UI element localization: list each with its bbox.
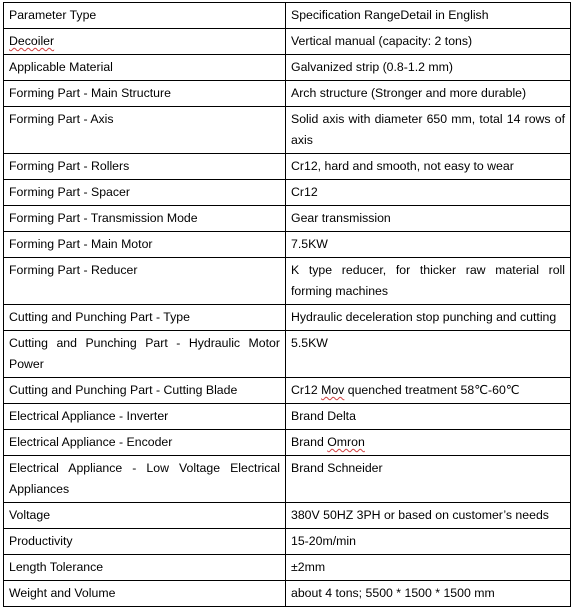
- header-parameter-type: Parameter Type: [4, 3, 286, 29]
- spellcheck-underline: Mov: [321, 383, 345, 397]
- specification-cell: Arch structure (Stronger and more durable): [286, 81, 571, 107]
- parameter-cell: Electrical Appliance - Inverter: [4, 404, 286, 430]
- spellcheck-underline: Omron: [327, 435, 365, 449]
- table-row: [4, 206, 571, 232]
- parameter-cell: Cutting and Punching Part - Type: [4, 305, 286, 331]
- table-row: [4, 29, 571, 55]
- specification-cell: Brand Schneider: [286, 456, 571, 503]
- specification-cell: about 4 tons; 5500 * 1500 * 1500 mm: [286, 581, 571, 607]
- table-row: [4, 154, 571, 180]
- table-row: [4, 555, 571, 581]
- spec-table-body: [4, 3, 571, 607]
- table-row: [4, 378, 571, 404]
- specification-cell: Vertical manual (capacity: 2 tons): [286, 29, 571, 55]
- spellcheck-underline: Decoiler: [9, 34, 55, 48]
- specification-cell: Brand Omron: [286, 430, 571, 456]
- specification-cell: 380V 50HZ 3PH or based on customer’s needs: [286, 503, 571, 529]
- parameter-cell: Forming Part - Reducer: [4, 258, 286, 305]
- specification-cell: Brand Delta: [286, 404, 571, 430]
- parameter-cell: Forming Part - Axis: [4, 107, 286, 154]
- table-row: [4, 503, 571, 529]
- parameter-cell: Forming Part - Transmission Mode: [4, 206, 286, 232]
- table-row: [4, 331, 571, 378]
- specification-cell: 5.5KW: [286, 331, 571, 378]
- specification-cell: K type reducer, for thicker raw material roll forming machines: [286, 258, 571, 305]
- specification-cell: 7.5KW: [286, 232, 571, 258]
- table-row: [4, 258, 571, 305]
- parameter-cell: Weight and Volume: [4, 581, 286, 607]
- specification-cell: Solid axis with diameter 650 mm, total 14 rows of axis: [286, 107, 571, 154]
- table-row: [4, 232, 571, 258]
- table-header-row: [4, 3, 571, 29]
- parameter-cell: Cutting and Punching Part - Hydraulic Motor Power: [4, 331, 286, 378]
- parameter-cell: [4, 29, 286, 55]
- parameter-cell: Forming Part - Main Structure: [4, 81, 286, 107]
- specification-cell: ±2mm: [286, 555, 571, 581]
- spec-table-container: [3, 2, 571, 607]
- table-row: [4, 55, 571, 81]
- parameter-cell: Length Tolerance: [4, 555, 286, 581]
- table-row: [4, 581, 571, 607]
- specification-cell: Gear transmission: [286, 206, 571, 232]
- specification-cell: Cr12: [286, 180, 571, 206]
- table-row: [4, 529, 571, 555]
- specification-cell: Cr12 Mov quenched treatment 58℃-60℃: [286, 378, 571, 404]
- parameter-cell: Voltage: [4, 503, 286, 529]
- specification-cell: Cr12, hard and smooth, not easy to wear: [286, 154, 571, 180]
- parameter-cell: Forming Part - Rollers: [4, 154, 286, 180]
- specification-cell: Hydraulic deceleration stop punching and cutting: [286, 305, 571, 331]
- parameter-cell: Forming Part - Main Motor: [4, 232, 286, 258]
- table-row: [4, 305, 571, 331]
- parameter-cell: Forming Part - Spacer: [4, 180, 286, 206]
- specification-cell: 15-20m/min: [286, 529, 571, 555]
- table-row: [4, 404, 571, 430]
- table-row: [4, 107, 571, 154]
- parameter-cell: Productivity: [4, 529, 286, 555]
- parameter-cell: Applicable Material: [4, 55, 286, 81]
- table-row: [4, 180, 571, 206]
- table-row: [4, 81, 571, 107]
- parameter-cell: Electrical Appliance - Low Voltage Electrical Appliances: [4, 456, 286, 503]
- parameter-cell: Electrical Appliance - Encoder: [4, 430, 286, 456]
- spec-table: [3, 2, 571, 607]
- specification-cell: Galvanized strip (0.8-1.2 mm): [286, 55, 571, 81]
- table-row: [4, 430, 571, 456]
- table-row: [4, 456, 571, 503]
- parameter-cell: Cutting and Punching Part - Cutting Blade: [4, 378, 286, 404]
- header-specification: Specification RangeDetail in English: [286, 3, 571, 29]
